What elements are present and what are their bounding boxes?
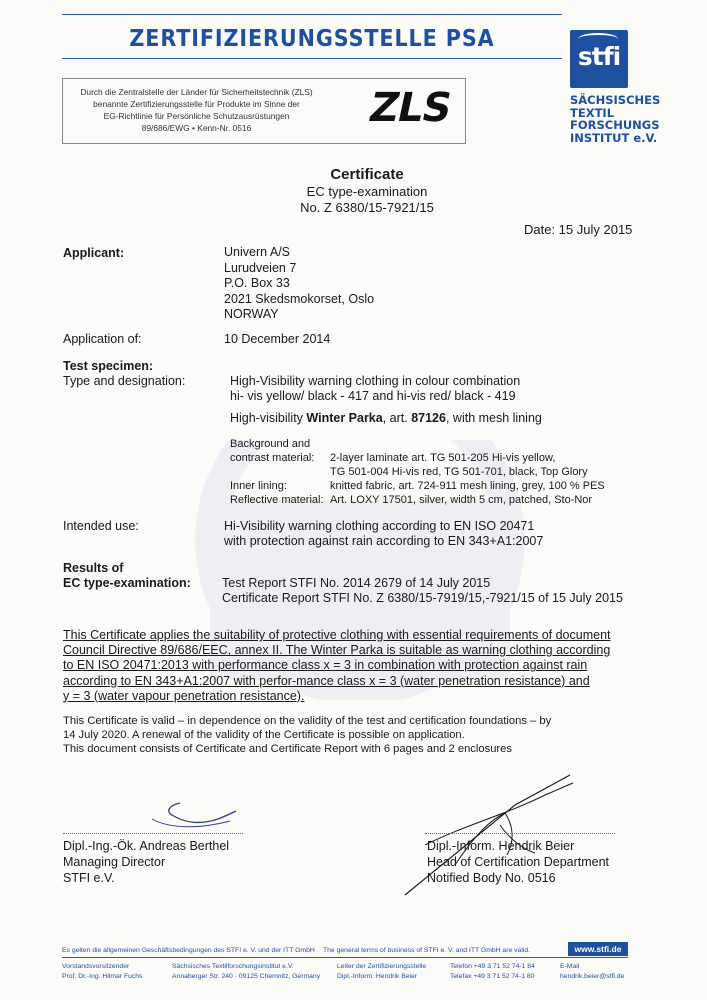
left-signature-line	[63, 833, 243, 834]
zls-notice-box	[62, 78, 466, 144]
certificate-number: No. Z 6380/15-7921/15	[300, 200, 434, 215]
zls-notice-text: Durch die Zentralstelle der Länder für Sicherheitstechnik (ZLS) benannte Zertifizierungsstelle für Produkte im Sinne der EG-Richtlinie für Persönliche Schutzausrüstungen 89/686/EWG • Kenn-Nr. 0516	[80, 87, 313, 133]
header-bottom-rule	[62, 58, 562, 59]
intended-use-label: Intended use:	[63, 519, 139, 533]
certificate-date: Date: 15 July 2015	[524, 222, 633, 237]
footer-rule	[62, 957, 628, 958]
specimen-heading: Test specimen:	[63, 359, 154, 373]
reflective-value: Art. LOXY 17501, silver, width 5 cm, patched, Sto-Nor	[330, 494, 593, 506]
footer-website[interactable]: www.stfi.de	[568, 942, 628, 956]
application-date: 10 December 2014	[224, 332, 331, 346]
application-label: Application of:	[63, 332, 142, 346]
applicant-address: Univern A/S Lurudveien 7 P.O. Box 33 2021 Skedsmokorset, Oslo NORWAY	[224, 245, 375, 321]
footer-email: E-Mail hendrik.beier@stfi.de	[560, 963, 625, 980]
certificate-title: Certificate	[330, 166, 404, 183]
suitability-statement: This Certificate applies the suitability of protective clothing with essential requirements of document Council Directive 89/686/EEC, annex II. The Winter Parka is suitable as warning clothing according to EN ISO 20471:2013 with performance class x = 3 in combination with protection against rain according to EN 343+A1:2007 with perfor-mance class x = 3 (water penetration resistance) and y = 3 (water vapour penetration resistance).	[63, 628, 611, 703]
type-designation-value: High-Visibility warning clothing in colour combination hi- vis yellow/ black - 417 and hi-vis red/ black - 419	[230, 374, 521, 403]
header-title: ZERTIFIZIERUNGSSTELLE PSA	[129, 26, 495, 52]
right-signatory: Dipl.-Inform. Hendrik Beier Head of Certification Department Notified Body No. 0516	[427, 839, 610, 885]
intended-use-value: Hi-Visibility warning clothing according to EN ISO 20471 with protection against rain according to EN 343+A1:2007	[224, 519, 544, 548]
results-label: Results of EC type-examination:	[63, 561, 191, 590]
stfi-institute-name: SÄCHSISCHES TEXTIL FORSCHUNGS INSTITUT e.V.	[570, 93, 661, 145]
footer-board: Vorstandsvorsitzender Prof. Dr.-Ing. Hilmar Fuchs	[62, 963, 143, 980]
inner-lining-value: knitted fabric, art. 724-911 mesh lining, grey, 100 % PES	[330, 480, 605, 492]
stfi-logo: stfi	[570, 30, 628, 88]
left-signature	[140, 795, 250, 835]
footer-institute: Sächsisches Textilforschungsinstitut e.V. Annaberger Str. 240 · 09125 Chemnitz, Germany	[172, 963, 321, 980]
reflective-label: Reflective material:	[230, 494, 324, 506]
footer-phone: Telefon +49 3 71 52 74-1 84 Telefax +49 3 71 52 74-1 80	[450, 963, 535, 980]
applicant-label: Applicant:	[63, 246, 125, 260]
type-designation-label: Type and designation:	[63, 374, 186, 388]
certificate-subtitle: EC type-examination	[306, 184, 428, 199]
header-top-rule	[62, 14, 562, 15]
validity-statement: This Certificate is valid – in dependence on the validity of the test and certification foundations – by 14 July 2020. A renewal of the validity of the Certificate is possible on application. This document consists of Certificate and Certificate Report with 6 pages and 2 enclosures	[63, 715, 552, 755]
right-signature-line	[425, 833, 615, 834]
results-value: Test Report STFI No. 2014 2679 of 14 July 2015 Certificate Report STFI No. Z 6380/15-7919/15,-7921/15 of 15 July 2015	[222, 576, 623, 605]
background-label: Background and contrast material:	[230, 438, 315, 464]
inner-lining-label: Inner lining:	[230, 480, 287, 492]
product-line: High-visibility Winter Parka, art. 87126, with mesh lining	[230, 411, 542, 425]
footer-terms-de: Es gelten die allgemeinen Geschäftsbedingungen des STFI e. V. und der ITT GmbH	[62, 947, 315, 954]
background-value: 2-layer laminate art. TG 501-205 Hi-vis yellow, TG 501-004 Hi-vis red, TG 501-701, black, Top Glory	[330, 452, 588, 478]
zls-logo: ZLS	[365, 85, 456, 131]
footer-terms-en: The general terms of business of STFI e. V. and ITT GmbH are valid.	[323, 947, 531, 954]
footer-head: Leiter der Zertifizierungsstelle Dipl.-Inform. Hendrik Beier	[337, 963, 427, 980]
left-signatory: Dipl.-Ing.-Ök. Andreas Berthel Managing Director STFI e.V.	[63, 839, 230, 885]
